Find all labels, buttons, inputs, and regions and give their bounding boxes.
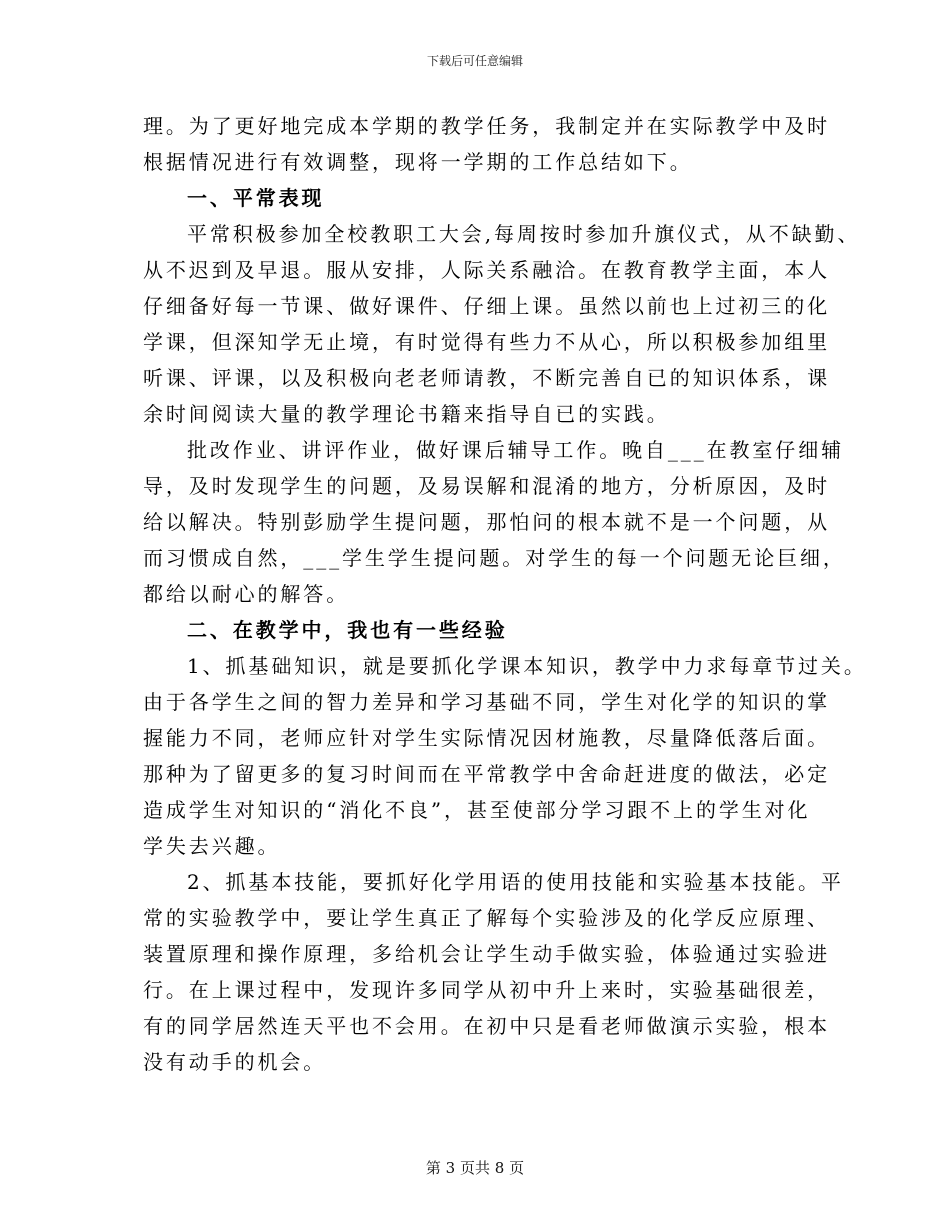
- body-text-line: 常的实验教学中，要让学生真正了解每个实验涉及的化学反应原理、: [143, 906, 830, 930]
- body-text-line: 理。为了更好地完成本学期的教学任务，我制定并在实际教学中及时: [143, 114, 830, 138]
- body-text-line: 都给以耐心的解答。: [143, 582, 350, 606]
- body-text-line: 有的同学居然连天平也不会用。在初中只是看老师做演示实验，根本: [143, 1014, 830, 1038]
- section-heading: 二、在教学中，我也有一些经验: [187, 618, 508, 642]
- body-text-line: 导，及时发现学生的问题，及易误解和混淆的地方，分析原因，及时: [143, 474, 830, 498]
- body-text-line: 根据情况进行有效调整，现将一学期的工作总结如下。: [143, 150, 693, 174]
- body-text-line: 学课，但深知学无止境，有时觉得有些力不从心，所以积极参加组里: [143, 330, 830, 354]
- body-text-line: 握能力不同，老师应针对学生实际情况因材施教，尽量降低落后面。: [143, 726, 830, 750]
- body-text-line: 听课、评课，以及积极向老老师请教，不断完善自已的知识体系，课: [143, 366, 830, 390]
- body-text-line: 批改作业、讲评作业，做好课后辅导工作。晚自___在教室仔细辅: [187, 438, 844, 462]
- body-text-line: 学失去兴趣。: [143, 834, 281, 858]
- body-text-line: 平常积极参加全校教职工大会,每周按时参加升旗仪式，从不缺勤、: [187, 222, 861, 246]
- body-text-line: 行。在上课过程中，发现许多同学从初中升上来时，实验基础很差，: [143, 978, 830, 1002]
- body-text-line: 装置原理和操作原理，多给机会让学生动手做实验，体验通过实验进: [143, 942, 830, 966]
- body-text-line: 仔细备好每一节课、做好课件、仔细上课。虽然以前也上过初三的化: [143, 294, 830, 318]
- page-footer: 第 3 页共 8 页: [425, 1159, 525, 1177]
- section-heading: 一、平常表现: [187, 186, 325, 210]
- body-text-line: 从不迟到及早退。服从安排，人际关系融洽。在教育教学主面，本人: [143, 258, 830, 282]
- body-text-line: 而习惯成自然，___学生学生提问题。对学生的每一个问题无论巨细，: [143, 546, 846, 570]
- page-header: 下载后可任意编辑: [426, 54, 523, 68]
- body-text-line: 那种为了留更多的复习时间而在平常教学中舍命赶进度的做法，必定: [143, 762, 830, 786]
- body-text-line: 1、抓基础知识，就是要抓化学课本知识，教学中力求每章节过关。: [187, 654, 867, 678]
- body-text-line: 由于各学生之间的智力差异和学习基础不同，学生对化学的知识的掌: [143, 690, 830, 714]
- document-body: [143, 108, 867, 1080]
- body-text-line: 余时间阅读大量的教学理论书籍来指导自已的实践。: [143, 402, 670, 426]
- body-text-line: 2、抓基本技能，要抓好化学用语的使用技能和实验基本技能。平: [187, 870, 844, 894]
- body-text-line: 没有动手的机会。: [143, 1050, 327, 1074]
- body-text-line: 造成学生对知识的“消化不良”，甚至使部分学习跟不上的学生对化: [143, 798, 811, 822]
- body-text-line: 给以解决。特别彭励学生提问题，那怕问的根本就不是一个问题，从: [143, 510, 830, 534]
